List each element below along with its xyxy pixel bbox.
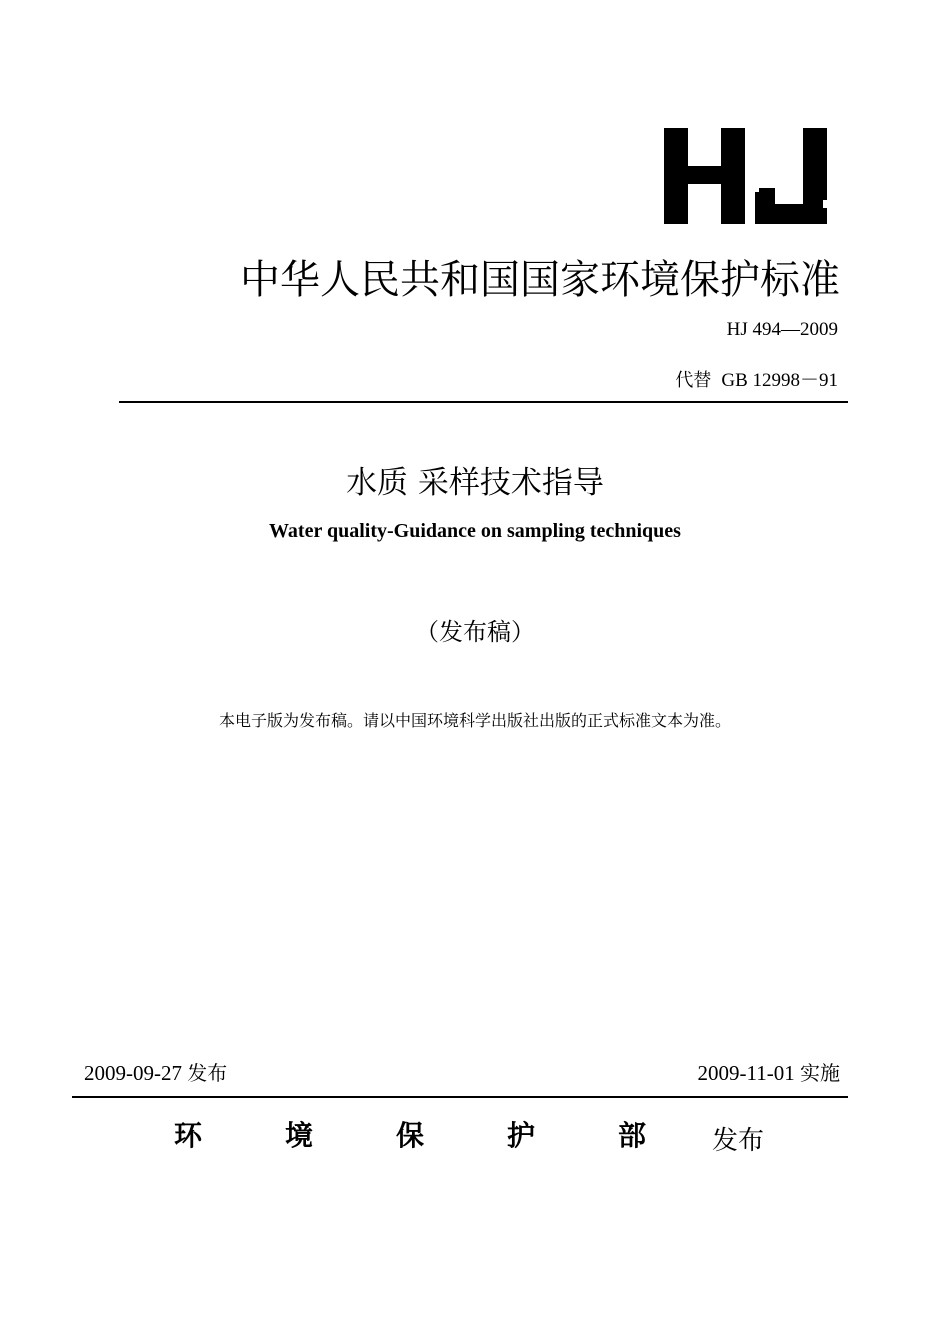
header-divider xyxy=(119,401,848,403)
title-english: Water quality-Guidance on sampling techniques xyxy=(269,520,681,542)
issuer-suffix: 发布 xyxy=(712,1126,765,1156)
issue-date-line xyxy=(84,1058,227,1088)
implementation-date: 2009-11-01 xyxy=(697,1061,795,1085)
issue-date: 2009-09-27 xyxy=(84,1061,182,1085)
implementation-label: 实施 xyxy=(800,1061,840,1085)
footer-divider xyxy=(72,1096,848,1098)
issuer-char-5: 部 xyxy=(618,1119,647,1152)
replaces-label: 代替 xyxy=(675,370,712,391)
implementation-date-line xyxy=(500,1058,840,1088)
hj-logo-text: HJ xyxy=(655,118,657,119)
title-chinese: 水质 采样技术指导 xyxy=(346,465,604,501)
issuer-char-2: 境 xyxy=(285,1119,314,1152)
hj-logo xyxy=(655,118,835,228)
standard-number: HJ 494—2009 xyxy=(726,319,838,340)
replaces-line xyxy=(400,366,838,395)
draft-label: （发布稿） xyxy=(415,618,535,646)
issuer-char-3: 保 xyxy=(396,1119,425,1152)
issuer-char-4: 护 xyxy=(507,1119,536,1152)
issue-label: 发布 xyxy=(187,1061,228,1085)
notice-text: 本电子版为发布稿。请以中国环境科学出版社出版的正式标准文本为准。 xyxy=(218,711,731,730)
organization-title: 中华人民共和国国家环境保护标准 xyxy=(240,257,840,303)
issuer-char-1: 环 xyxy=(174,1119,203,1152)
replaces-number: GB 12998－91 xyxy=(721,370,838,391)
